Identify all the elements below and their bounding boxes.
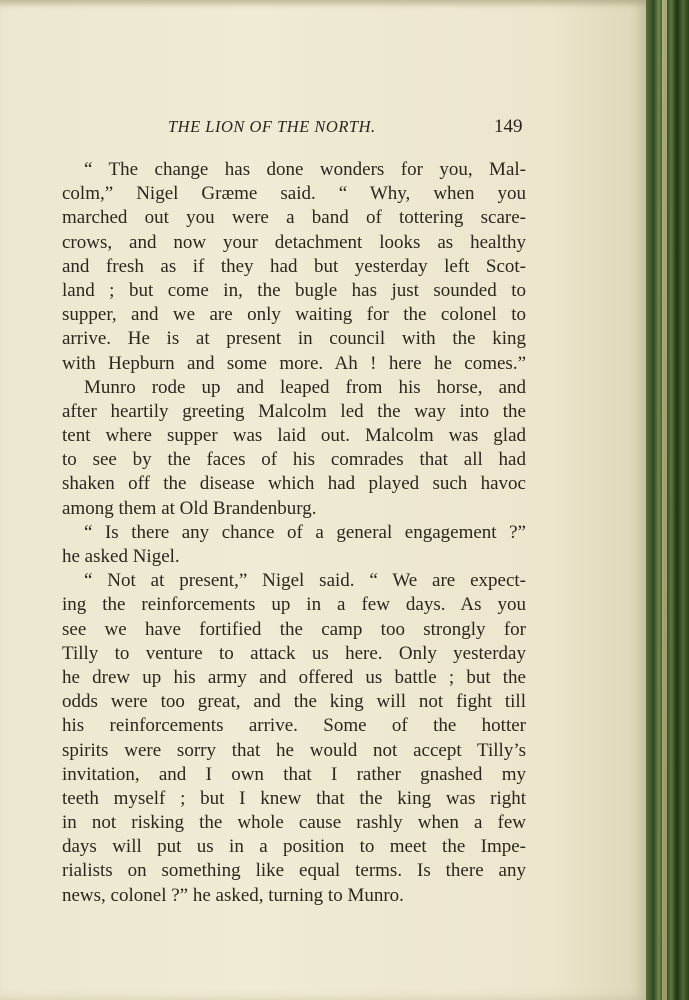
page-top-shadow: [0, 0, 646, 8]
text-line: teeth myself ; but I knew that the king was right: [62, 787, 526, 809]
text-line: see we have fortified the camp too strongly for: [62, 618, 526, 640]
text-line: Munro rode up and leaped from his horse, and: [84, 376, 526, 398]
text-line: land ; but come in, the bugle has just sounded to: [62, 279, 526, 301]
running-head: THE LION OF THE NORTH.: [168, 117, 376, 136]
page-number: 149: [494, 116, 523, 137]
text-line: shaken off the disease which had played such havoc: [62, 473, 526, 495]
text-line: he drew up his army and offered us battle ; but the: [62, 666, 526, 688]
text-line: “ Is there any chance of a general engagement ?”: [84, 521, 526, 543]
text-line: crows, and now your detachment looks as healthy: [62, 231, 526, 253]
text-line: to see by the faces of his comrades that all had: [62, 449, 526, 471]
text-line: odds were too great, and the king will not fight till: [62, 691, 526, 713]
text-line: arrive. He is at present in council with the king: [62, 328, 526, 350]
body-text: [62, 158, 526, 908]
text-line: Tilly to venture to attack us here. Only yesterday: [62, 642, 526, 664]
text-line: among them at Old Brandenburg.: [62, 497, 317, 519]
text-line: ing the reinforcements up in a few days. As you: [62, 594, 526, 616]
text-line: “ Not at present,” Nigel said. “ We are expect-: [84, 570, 526, 592]
text-line: news, colonel ?” he asked, turning to Munro.: [62, 884, 404, 906]
text-line: he asked Nigel.: [62, 546, 180, 567]
page-header: [0, 114, 646, 144]
text-line: in not risking the whole cause rashly when a few: [62, 812, 526, 834]
text-line: invitation, and I own that I rather gnashed my: [62, 763, 526, 785]
text-line: after heartily greeting Malcolm led the way into the: [62, 400, 526, 422]
book-cover-edge: [646, 0, 689, 1000]
text-line: days will put us in a position to meet the Impe-: [62, 836, 526, 858]
page-stack-edge: [662, 0, 667, 1000]
text-line: supper, and we are only waiting for the colonel to: [62, 304, 526, 326]
text-line: and fresh as if they had but yesterday left Scot-: [62, 255, 526, 277]
text-line: with Hepburn and some more. Ah ! here he comes.”: [62, 352, 526, 374]
text-line: tent where supper was laid out. Malcolm was glad: [62, 425, 526, 447]
text-line: colm,” Nigel Græme said. “ Why, when you: [62, 183, 526, 205]
text-line: rialists on something like equal terms. Is there any: [62, 860, 526, 882]
text-line: his reinforcements arrive. Some of the hotter: [62, 715, 526, 737]
text-line: spirits were sorry that he would not accept Tilly’s: [62, 739, 526, 761]
text-line: marched out you were a band of tottering scare-: [62, 207, 526, 229]
text-line: “ The change has done wonders for you, Mal-: [84, 159, 526, 180]
